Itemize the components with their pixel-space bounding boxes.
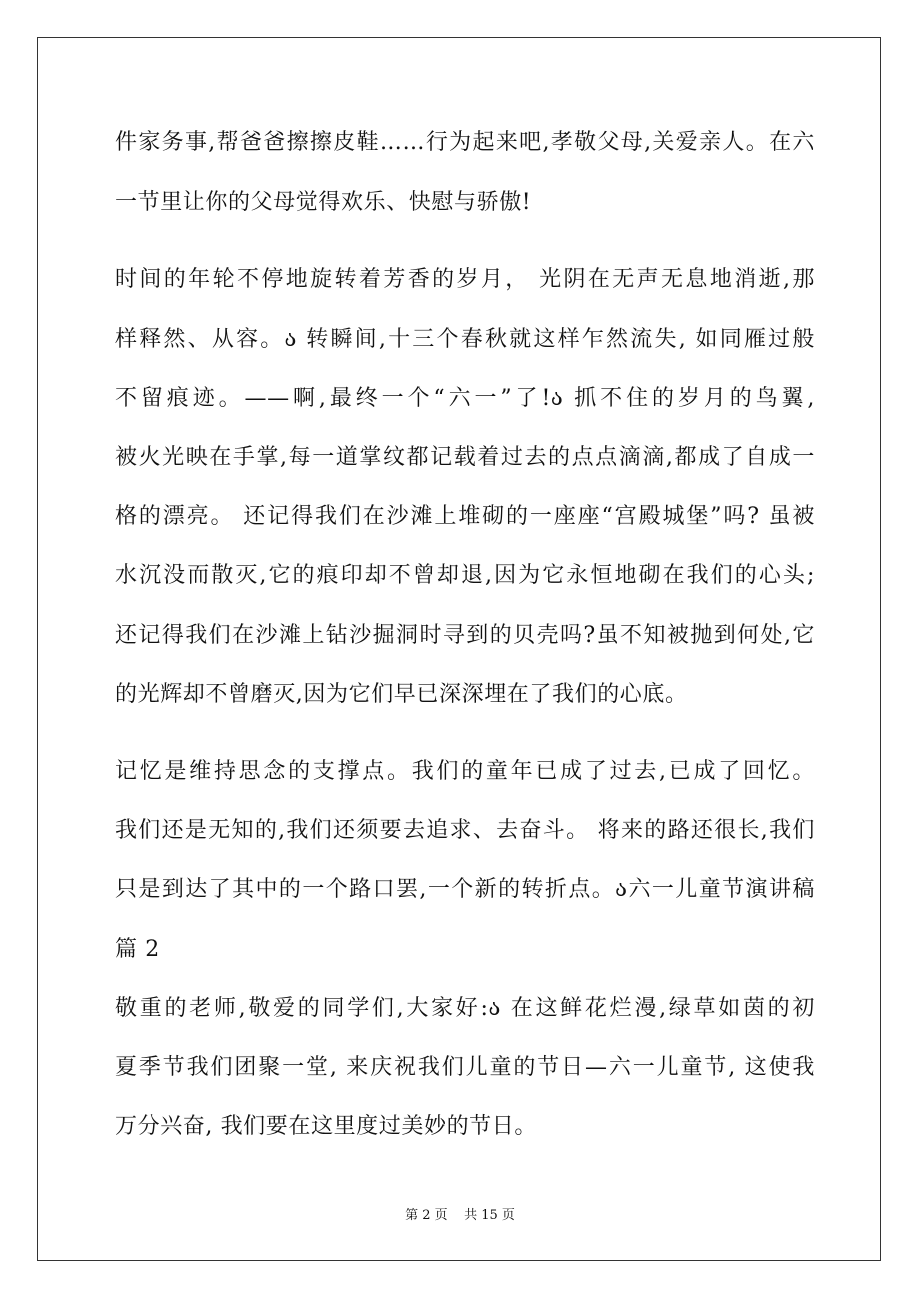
text-line: 还记得我们在沙滩上钻沙掘洞时寻到的贝壳吗?虽不知被抛到何处,它 <box>115 623 815 648</box>
text-line: 样释然、从容。ა 转瞬间,十三个春秋就这样乍然流失, 如同雁过般 <box>115 327 815 352</box>
text-line: 一节里让你的父母觉得欢乐、快慰与骄傲! <box>115 190 532 215</box>
page-number-label: 第 2 页 共 15 页 <box>405 1208 515 1223</box>
text-line: 不留痕迹。——啊,最终一个“六一”了!ა 抓不住的岁月的鸟翼, <box>115 386 815 411</box>
text-line: 只是到达了其中的一个路口罢,一个新的转折点。ა六一儿童节演讲稿 <box>115 877 815 902</box>
text-line: 的光辉却不曾磨灭,因为它们早已深深埋在了我们的心底。 <box>115 682 688 707</box>
text-line: 记忆是维持思念的支撑点。我们的童年已成了过去,已成了回忆。 <box>115 759 815 784</box>
page-footer <box>0 1207 920 1225</box>
text-line: 格的漂亮。 还记得我们在沙滩上堆砌的一座座“宫殿城堡”吗? 虽被 <box>115 504 815 529</box>
text-line: 万分兴奋, 我们要在这里度过美妙的节日。 <box>115 1114 537 1139</box>
text-line: 敬重的老师,敬爱的同学们,大家好:ა 在这鲜花烂漫,绿草如茵的初 <box>115 996 815 1021</box>
text-line: 篇 2 <box>115 937 160 962</box>
text-line: 水沉没而散灭,它的痕印却不曾却退,因为它永恒地砌在我们的心头; <box>115 563 815 588</box>
text-line: 夏季节我们团聚一堂, 来庆祝我们儿童的节日—六一儿童节, 这使我 <box>115 1055 815 1080</box>
text-line: 我们还是无知的,我们还须要去追求、去奋斗。 将来的路还很长,我们 <box>115 818 815 843</box>
text-line: 时间的年轮不停地旋转着芳香的岁月， 光阴在无声无息地消逝,那 <box>115 267 815 292</box>
text-line: 件家务事,帮爸爸擦擦皮鞋……行为起来吧,孝敬父母,关爱亲人。在六 <box>115 130 815 155</box>
text-line: 被火光映在手掌,每一道掌纹都记载着过去的点点滴滴,都成了自成一 <box>115 445 815 470</box>
